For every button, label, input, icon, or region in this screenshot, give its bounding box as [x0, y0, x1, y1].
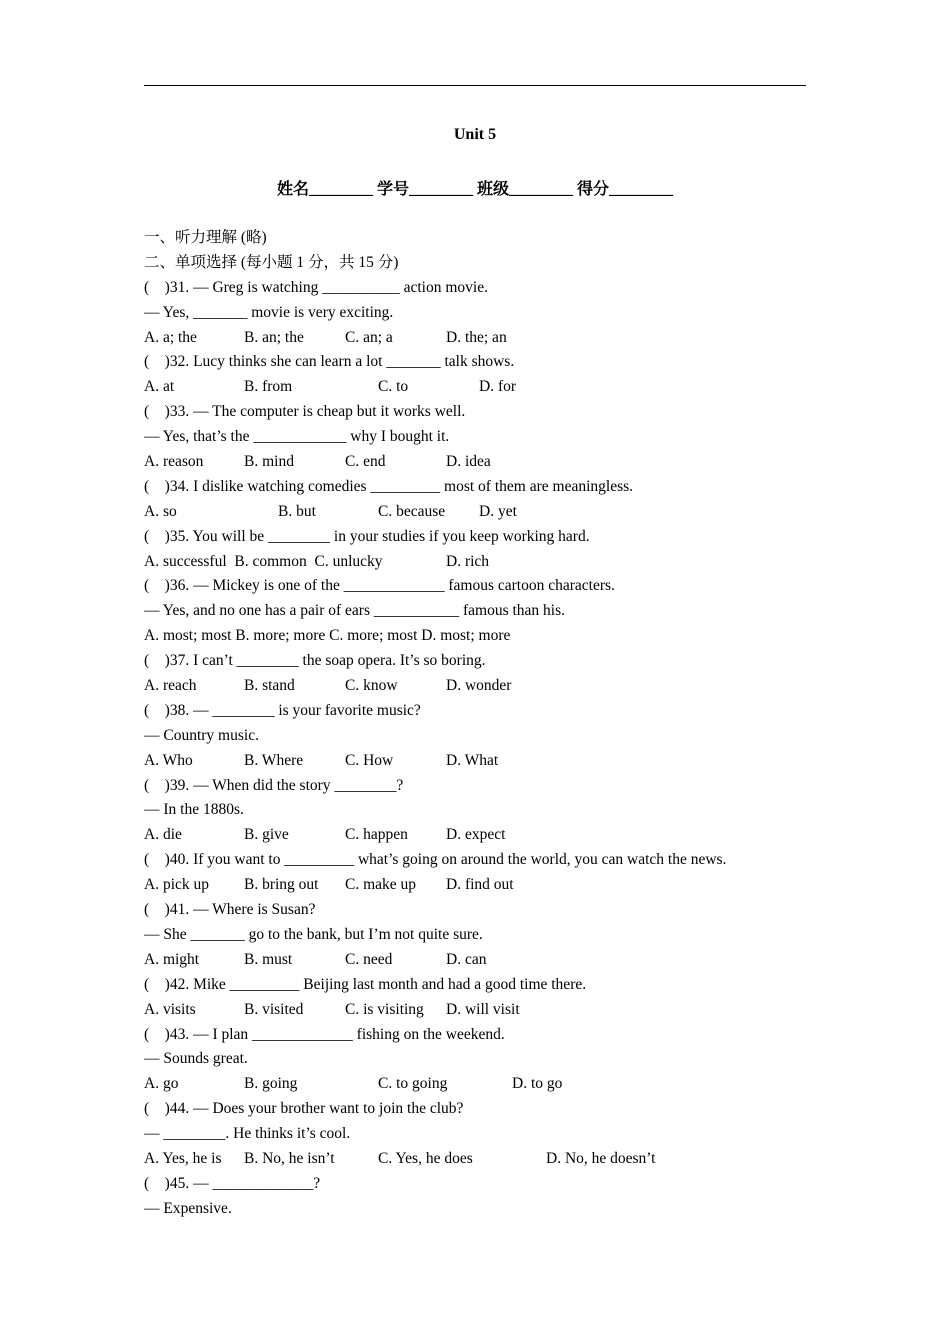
option-row — [144, 450, 806, 475]
option: B. going — [244, 1075, 298, 1093]
option: D. find out — [446, 876, 514, 894]
section-heading: 二、单项选择 (每小题 1 分，共 15 分) — [144, 253, 399, 271]
option: C. happen — [345, 826, 408, 844]
exam-content — [144, 226, 806, 1222]
option: A. visits — [144, 1000, 196, 1018]
option: C. to — [378, 378, 409, 396]
option: A. die — [144, 826, 182, 844]
option: D. expect — [446, 826, 506, 844]
question-stem: ( )32. Lucy thinks she can learn a lot _______ talk shows. — [144, 353, 515, 371]
question-stem: ( )43. — I plan _____________ fishing on the weekend. — [144, 1025, 505, 1043]
name-field: 姓名________ — [276, 181, 373, 198]
question-stem: ( )33. — The computer is cheap but it works well. — [144, 403, 466, 421]
option: C. because — [378, 502, 446, 520]
question-stem: ( )41. — Where is Susan? — [144, 901, 316, 919]
option: D. the; an — [446, 328, 507, 346]
option: C. know — [345, 677, 398, 695]
top-rule — [144, 85, 806, 86]
option-row — [144, 1147, 806, 1172]
option: D. No, he doesn’t — [546, 1149, 656, 1167]
option: C. an; a — [345, 328, 393, 346]
question-sub: — Yes, that’s the ____________ why I bought it. — [144, 428, 450, 446]
page-title: Unit 5 — [453, 126, 497, 143]
question-stem: ( )44. — Does your brother want to join the club? — [144, 1100, 464, 1118]
option: A. at — [144, 378, 175, 396]
option-row — [144, 823, 806, 848]
option: B. give — [244, 826, 289, 844]
question-stem: ( )45. — _____________? — [144, 1174, 321, 1192]
option-row — [144, 1072, 806, 1097]
option: A. so — [144, 502, 177, 520]
question-stem: ( )36. — Mickey is one of the _____________ famous cartoon characters. — [144, 577, 615, 595]
option: B. stand — [244, 677, 295, 695]
option-row — [144, 948, 806, 973]
option: B. an; the — [244, 328, 304, 346]
option: D. idea — [446, 453, 491, 471]
option: D. for — [479, 378, 517, 396]
option: D. yet — [479, 502, 517, 520]
option-row — [144, 375, 806, 400]
question-sub: — Yes, _______ movie is very exciting. — [144, 303, 394, 321]
option: B. mind — [244, 453, 294, 471]
option: D. rich — [446, 552, 490, 570]
question-stem: ( )39. — When did the story ________? — [144, 776, 404, 794]
option: D. wonder — [446, 677, 512, 695]
question-stem: ( )40. If you want to _________ what’s going on around the world, you can watch the news. — [144, 851, 727, 869]
option: B. must — [244, 950, 293, 968]
option: A. pick up — [144, 876, 210, 894]
option-row — [144, 500, 806, 525]
option-row: A. most; most B. more; more C. more; most D. most; more — [144, 627, 511, 645]
question-sub: — Country music. — [144, 726, 259, 744]
option: A. reach — [144, 677, 197, 695]
option: A. go — [144, 1075, 179, 1093]
option: D. to go — [512, 1075, 563, 1093]
section-heading: 一、听力理解 (略) — [144, 229, 267, 246]
option: C. to going — [378, 1075, 448, 1093]
option: B. Where — [244, 751, 304, 769]
option: C. need — [345, 950, 393, 968]
option: A. Yes, he is — [144, 1149, 222, 1167]
question-sub: — Expensive. — [144, 1199, 232, 1217]
option: C. is visiting — [345, 1000, 424, 1018]
option: C. Yes, he does — [378, 1149, 473, 1167]
option-row — [144, 674, 806, 699]
question-sub: — Yes, and no one has a pair of ears ___________ famous than his. — [144, 602, 566, 620]
option: C. make up — [345, 876, 417, 894]
option: C. end — [345, 453, 386, 471]
option: B. bring out — [244, 876, 319, 894]
score-field: 得分________ — [577, 181, 674, 198]
option-row — [144, 550, 806, 575]
class-field: 班级________ — [477, 181, 574, 198]
question-stem: ( )42. Mike _________ Beijing last month and had a good time there. — [144, 975, 587, 993]
option-row — [144, 873, 806, 898]
question-stem: ( )35. You will be ________ in your studies if you keep working hard. — [144, 527, 590, 545]
question-stem: ( )34. I dislike watching comedies _________ most of them are meaningless. — [144, 477, 634, 495]
option-row — [144, 998, 806, 1023]
option: A. reason — [144, 453, 204, 471]
option: D. will visit — [446, 1000, 520, 1018]
question-sub: — ________. He thinks it’s cool. — [144, 1125, 351, 1143]
option: C. How — [345, 751, 394, 769]
id-field: 学号________ — [376, 181, 473, 198]
option: A. Who — [144, 751, 193, 769]
option: B. from — [244, 378, 293, 396]
option-row — [144, 749, 806, 774]
question-sub: — She _______ go to the bank, but I’m not quite sure. — [144, 925, 483, 943]
option: A. might — [144, 950, 200, 968]
option: D. What — [446, 751, 499, 769]
option-row — [144, 326, 806, 351]
question-stem: ( )38. — ________ is your favorite music? — [144, 701, 421, 719]
option: A. successful B. common C. unlucky — [144, 552, 383, 570]
option: B. visited — [244, 1000, 304, 1018]
question-sub: — Sounds great. — [144, 1050, 248, 1068]
student-info — [0, 176, 950, 199]
option: A. a; the — [144, 328, 197, 346]
question-stem: ( )37. I can’t ________ the soap opera. It’s so boring. — [144, 652, 486, 670]
option: B. No, he isn’t — [244, 1149, 335, 1167]
question-sub: — In the 1880s. — [144, 801, 244, 819]
option: D. can — [446, 950, 487, 968]
question-stem: ( )31. — Greg is watching __________ action movie. — [144, 278, 488, 296]
option: B. but — [278, 502, 316, 520]
